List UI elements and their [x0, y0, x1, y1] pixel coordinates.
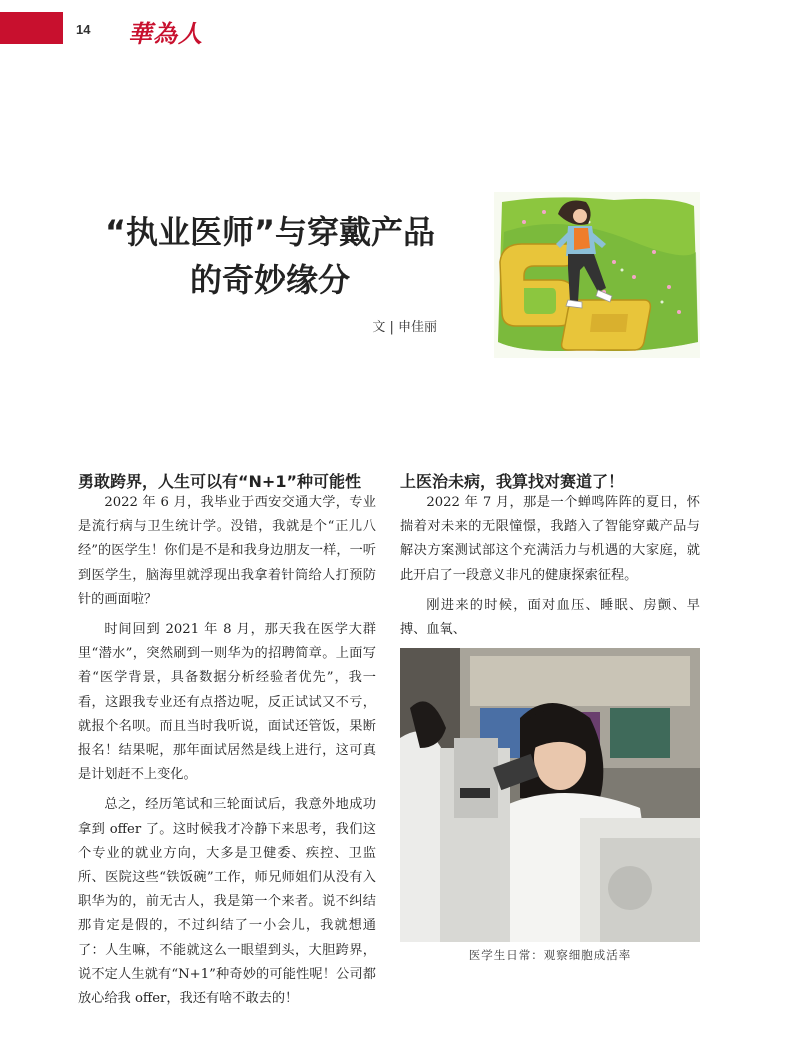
paragraph: 总之，经历笔试和三轮面试后，我意外地成功拿到 offer 了。这时候我才冷静下来思考，我们这个专业的就业方向，大多是卫健委、疾控、卫监所、医院这些“铁饭碗”工作，师兄师姐们从没有入职华为的，前无古人，我是第一个来者。说不纠结那肯定是假的，不过纠结了一小会儿，我就想通了：人生嘛，不能就这么一眼望到头，大胆跨界，说不定人生就有“N+1”种奇妙的可能性呢！公司都放心给我 offer，我还有啥不敢去的！ [78, 797, 376, 1007]
section-heading-1: 勇敢跨界，人生可以有“N+1”种可能性 [78, 472, 361, 491]
author-byline: 文 | 申佳丽 [372, 320, 437, 335]
paragraph: 2022 年 6 月，我毕业于西安交通大学，专业是流行病与卫生统计学。没错，我就是个“正儿八经”的医学生！你们是不是和我身边朋友一样，一听到医学生，脑海里就浮现出我拿着针筒给人打预防针的画面啦？ [78, 495, 376, 607]
paragraph: 2022 年 7 月，那是一个蝉鸣阵阵的夏日，怀揣着对未来的无限憧憬，我踏入了智能穿戴产品与解决方案测试部这个充满活力与机遇的大家庭，就此开启了一段意义非凡的健康探索征程。 [400, 495, 700, 583]
hero-illustration [494, 192, 700, 358]
page-number: 14 [76, 22, 91, 37]
article-title [60, 208, 480, 304]
microscope-photo-art [400, 648, 700, 942]
title-line-2: 的奇妙缘分 [189, 261, 350, 299]
section-heading-2: 上医治未病，我算找对赛道了！ [400, 472, 625, 491]
magazine-logo: 華為人 [128, 19, 203, 48]
lab-photo [400, 648, 700, 942]
paragraph: 刚进来的时候，面对血压、睡眠、房颤、早搏、血氧、 [400, 597, 700, 638]
title-line-1: “执业医师”与穿戴产品 [104, 213, 436, 251]
photo-caption: 医学生日常：观察细胞成活率 [468, 948, 632, 962]
paragraph: 时间回到 2021 年 8 月，那天我在医学大群里“潜水”，突然刷到一则华为的招聘简章。上面写着“医学背景，具备数据分析经验者优先”，我一看，这跟我专业还有点搭边呢，反正试试又不亏，就报个名呗。而且当时我听说，面试还管饭，果断报名！结果呢，那年面试居然是线上进行，这可真是计划赶不上变化。 [78, 622, 376, 783]
column-left [78, 491, 376, 1017]
column-right [400, 491, 700, 648]
page-marker-bar [0, 12, 63, 44]
hero-illustration-art [494, 192, 700, 358]
